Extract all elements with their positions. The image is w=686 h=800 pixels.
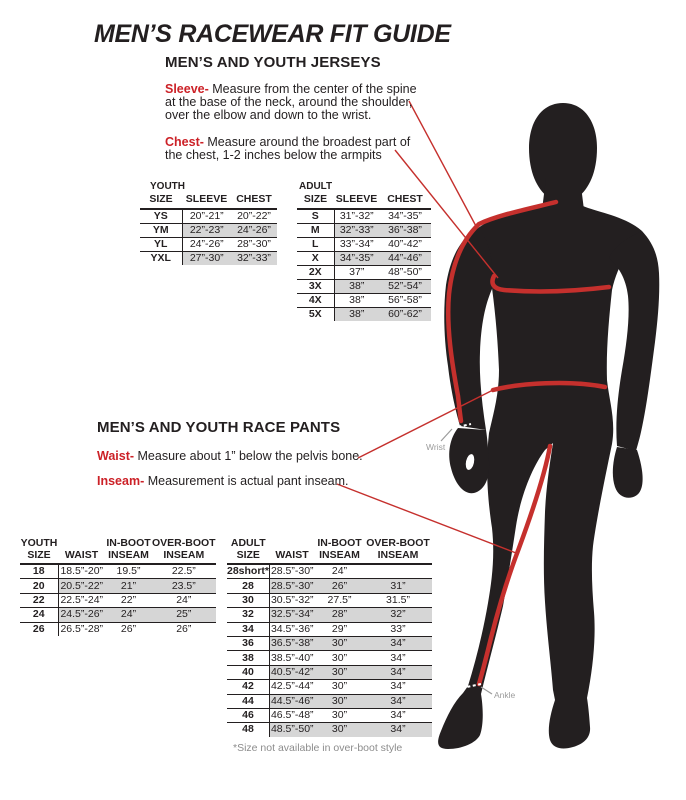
value-cell: 33”-34” xyxy=(334,237,379,251)
table-row xyxy=(227,680,432,694)
adult-pants-size-table-block xyxy=(227,537,432,737)
table-row xyxy=(297,251,431,265)
column-header: SLEEVE xyxy=(334,193,379,209)
value-cell: 34” xyxy=(365,708,432,722)
value-cell: 38” xyxy=(334,307,379,321)
value-cell: 19.5” xyxy=(116,565,141,578)
value-cell: 30” xyxy=(315,680,365,694)
size-cell: YXL xyxy=(140,251,182,265)
table-row xyxy=(227,608,432,622)
table-row xyxy=(297,237,431,251)
ankle-label: Ankle xyxy=(494,690,516,700)
column-header: OVER-BOOT INSEAM xyxy=(365,537,432,564)
table-row xyxy=(297,279,431,293)
value-cell: 44”-46” xyxy=(379,251,431,265)
value-cell: 30” xyxy=(315,708,365,722)
value-cell: 32.5”-34” xyxy=(270,608,314,621)
sleeve-note xyxy=(165,83,420,122)
value-cell: 22”-23” xyxy=(182,223,231,237)
size-cell: YM xyxy=(140,223,182,237)
table-row xyxy=(20,564,216,579)
value-cell: 56”-58” xyxy=(379,293,431,307)
value-cell: 20”-22” xyxy=(237,209,271,222)
table-row xyxy=(227,564,432,579)
size-cell: 48 xyxy=(227,723,270,737)
adult-jersey-group-label: ADULT xyxy=(299,181,333,192)
ankle-pointer-line xyxy=(481,687,492,694)
value-cell: 40”-42” xyxy=(379,237,431,251)
table-row xyxy=(227,723,432,737)
size-cell: 42 xyxy=(227,680,270,694)
value-cell: 28” xyxy=(315,608,365,622)
value-cell: 31.5” xyxy=(365,593,432,607)
value-cell: 44.5”-46” xyxy=(270,694,314,707)
waist-note-text: Measure about 1” below the pelvis bone. xyxy=(134,449,363,463)
value-cell: 40.5”-42” xyxy=(270,665,314,678)
size-cell: 26 xyxy=(20,622,58,636)
value-cell: 18.5”-20” xyxy=(60,565,104,578)
column-header: IN-BOOT INSEAM xyxy=(105,537,152,564)
value-cell: 28.5”-30” xyxy=(270,579,314,592)
value-cell: 34” xyxy=(365,636,432,650)
value-cell: 23.5” xyxy=(152,579,216,593)
youth-pants-size-table-block xyxy=(20,537,216,636)
value-cell: 48.5”-50” xyxy=(270,723,314,736)
value-cell: 34” xyxy=(365,651,432,665)
table-row xyxy=(20,622,216,636)
size-cell: 24 xyxy=(20,608,58,622)
value-cell: 34” xyxy=(365,694,432,708)
column-header: SLEEVE xyxy=(182,193,231,209)
value-cell: 36”-38” xyxy=(379,223,431,237)
value-cell: 30.5”-32” xyxy=(270,593,314,606)
table-row xyxy=(140,209,277,224)
size-cell: M xyxy=(297,223,334,237)
column-header: CHEST xyxy=(379,193,431,209)
column-header: YOUTH SIZE xyxy=(20,537,58,564)
table-row xyxy=(227,665,432,679)
size-cell: 30 xyxy=(227,593,270,607)
size-cell: 38 xyxy=(227,651,270,665)
value-cell: 34.5”-36” xyxy=(270,622,314,635)
table-row xyxy=(227,708,432,722)
pants-section-heading: MEN’S AND YOUTH RACE PANTS xyxy=(97,419,341,436)
value-cell: 21” xyxy=(105,579,152,593)
right-arm-silhouette xyxy=(609,231,659,451)
table-row xyxy=(297,293,431,307)
value-cell: 32”-33” xyxy=(231,251,277,265)
value-cell: 22” xyxy=(105,593,152,607)
header-row xyxy=(297,193,431,209)
right-hand-silhouette xyxy=(613,447,643,498)
column-header: WAIST xyxy=(270,537,315,564)
value-cell: 46.5”-48” xyxy=(270,709,314,722)
value-cell xyxy=(365,564,432,579)
waist-note xyxy=(97,450,363,463)
size-cell: 3X xyxy=(297,279,334,293)
column-header: IN-BOOT INSEAM xyxy=(315,537,365,564)
table-row xyxy=(20,608,216,622)
header-row xyxy=(227,537,432,564)
value-cell: 29” xyxy=(315,622,365,636)
value-cell: 32”-33” xyxy=(334,223,379,237)
value-cell: 24” xyxy=(331,565,348,578)
table-row xyxy=(20,579,216,593)
value-cell: 26.5”-28” xyxy=(58,622,105,636)
value-cell: 37” xyxy=(334,265,379,279)
value-cell: 24” xyxy=(105,608,152,622)
value-cell: 30” xyxy=(315,665,365,679)
table-row xyxy=(227,579,432,593)
youth-jersey-group-label: YOUTH xyxy=(150,181,185,192)
table-row xyxy=(297,307,431,321)
value-cell: 30” xyxy=(315,636,365,650)
value-cell: 24”-26” xyxy=(182,237,231,251)
value-cell: 26” xyxy=(315,579,365,593)
table-row xyxy=(297,209,431,224)
wrist-pointer-line xyxy=(441,429,452,441)
value-cell: 26” xyxy=(152,622,216,636)
value-cell: 25” xyxy=(152,608,216,622)
value-cell: 34” xyxy=(365,723,432,737)
chest-note-label: Chest- xyxy=(165,135,204,149)
value-cell: 38.5”-40” xyxy=(270,651,314,664)
table-row xyxy=(297,265,431,279)
value-cell: 24”-26” xyxy=(231,223,277,237)
value-cell: 48”-50” xyxy=(379,265,431,279)
table-row xyxy=(140,251,277,265)
sleeve-note-label: Sleeve- xyxy=(165,82,209,96)
size-cell: 28short* xyxy=(227,565,270,578)
size-cell: YL xyxy=(140,237,182,251)
table-row xyxy=(140,237,277,251)
value-cell: 20.5”-22” xyxy=(58,579,105,593)
waist-note-label: Waist- xyxy=(97,449,135,463)
chest-note xyxy=(165,136,420,162)
column-header: SIZE xyxy=(140,193,182,209)
size-cell: 18 xyxy=(20,564,58,579)
column-header: CHEST xyxy=(231,193,277,209)
value-cell: 26” xyxy=(105,622,152,636)
sleeve-note-text: Measure from the center of the spine at the base of the neck, around the shoulder, over the elbow and down to the wrist. xyxy=(165,82,417,122)
inseam-note-label: Inseam- xyxy=(97,474,145,488)
value-cell: 38” xyxy=(334,279,379,293)
table-row xyxy=(297,223,431,237)
value-cell: 24” xyxy=(152,593,216,607)
value-cell: 31” xyxy=(365,579,432,593)
value-cell: 33” xyxy=(365,622,432,636)
value-cell: 34”-35” xyxy=(334,251,379,265)
page-title: MEN’S RACEWEAR FIT GUIDE xyxy=(94,20,451,48)
column-header: ADULT SIZE xyxy=(227,537,270,564)
value-cell: 22.5”-24” xyxy=(58,593,105,607)
adult-jersey-size-table-block xyxy=(297,181,431,321)
value-cell: 24.5”-26” xyxy=(58,608,105,622)
value-cell: 34” xyxy=(365,665,432,679)
value-cell: 32” xyxy=(365,608,432,622)
value-cell: 28”-30” xyxy=(231,237,277,251)
value-cell: 30” xyxy=(315,723,365,737)
size-cell: 20 xyxy=(20,579,58,593)
value-cell: 42.5”-44” xyxy=(270,680,314,693)
size-cell: 40 xyxy=(227,665,270,679)
chest-note-text: Measure around the broadest part of the chest, 1-2 inches below the armpits xyxy=(165,135,411,162)
youth-jersey-size-table-block xyxy=(140,181,277,265)
table-row xyxy=(20,593,216,607)
value-cell: 36.5”-38” xyxy=(270,637,314,650)
value-cell: 60”-62” xyxy=(379,307,431,321)
value-cell: 28.5”-30” xyxy=(270,565,314,578)
size-cell: 36 xyxy=(227,636,270,650)
youth-pants-size-table xyxy=(20,537,216,636)
value-cell: 27”-30” xyxy=(182,251,231,265)
column-header: WAIST xyxy=(58,537,105,564)
header-row xyxy=(20,537,216,564)
inseam-note-text: Measurement is actual pant inseam. xyxy=(144,474,349,488)
value-cell: 27.5” xyxy=(315,593,365,607)
size-cell: 46 xyxy=(227,708,270,722)
size-cell: L xyxy=(297,237,334,251)
adult-jersey-size-table xyxy=(297,193,431,321)
size-cell: 5X xyxy=(297,307,334,321)
size-cell: 44 xyxy=(227,694,270,708)
size-cell: X xyxy=(297,251,334,265)
header-row xyxy=(140,193,277,209)
value-cell: 20”-21” xyxy=(189,209,224,222)
value-cell: 31”-32” xyxy=(339,209,374,222)
size-cell: 34 xyxy=(227,622,270,636)
size-cell: 2X xyxy=(297,265,334,279)
adult-pants-size-table xyxy=(227,537,432,737)
left-arm-silhouette xyxy=(444,228,492,430)
column-header: OVER-BOOT INSEAM xyxy=(152,537,216,564)
jerseys-section-heading: MEN’S AND YOUTH JERSEYS xyxy=(165,54,381,71)
wrist-label: Wrist xyxy=(426,442,446,452)
table-row xyxy=(227,651,432,665)
size-cell: 4X xyxy=(297,293,334,307)
value-cell: 34” xyxy=(365,680,432,694)
size-cell: 28 xyxy=(227,579,270,593)
size-cell: YS xyxy=(140,209,182,224)
table-row xyxy=(227,622,432,636)
value-cell: 52”-54” xyxy=(379,279,431,293)
size-cell: 22 xyxy=(20,593,58,607)
column-header: SIZE xyxy=(297,193,334,209)
value-cell: 30” xyxy=(315,651,365,665)
table-row xyxy=(140,223,277,237)
inseam-note xyxy=(97,475,349,488)
table-row xyxy=(227,694,432,708)
value-cell: 22.5” xyxy=(171,565,196,578)
table-row xyxy=(227,593,432,607)
youth-jersey-size-table xyxy=(140,193,277,265)
table-row xyxy=(227,636,432,650)
size-cell: S xyxy=(297,209,334,224)
value-cell: 38” xyxy=(334,293,379,307)
value-cell: 30” xyxy=(315,694,365,708)
size-footnote: *Size not available in over-boot style xyxy=(233,742,403,754)
value-cell: 34”-35” xyxy=(388,209,422,222)
size-cell: 32 xyxy=(227,608,270,622)
